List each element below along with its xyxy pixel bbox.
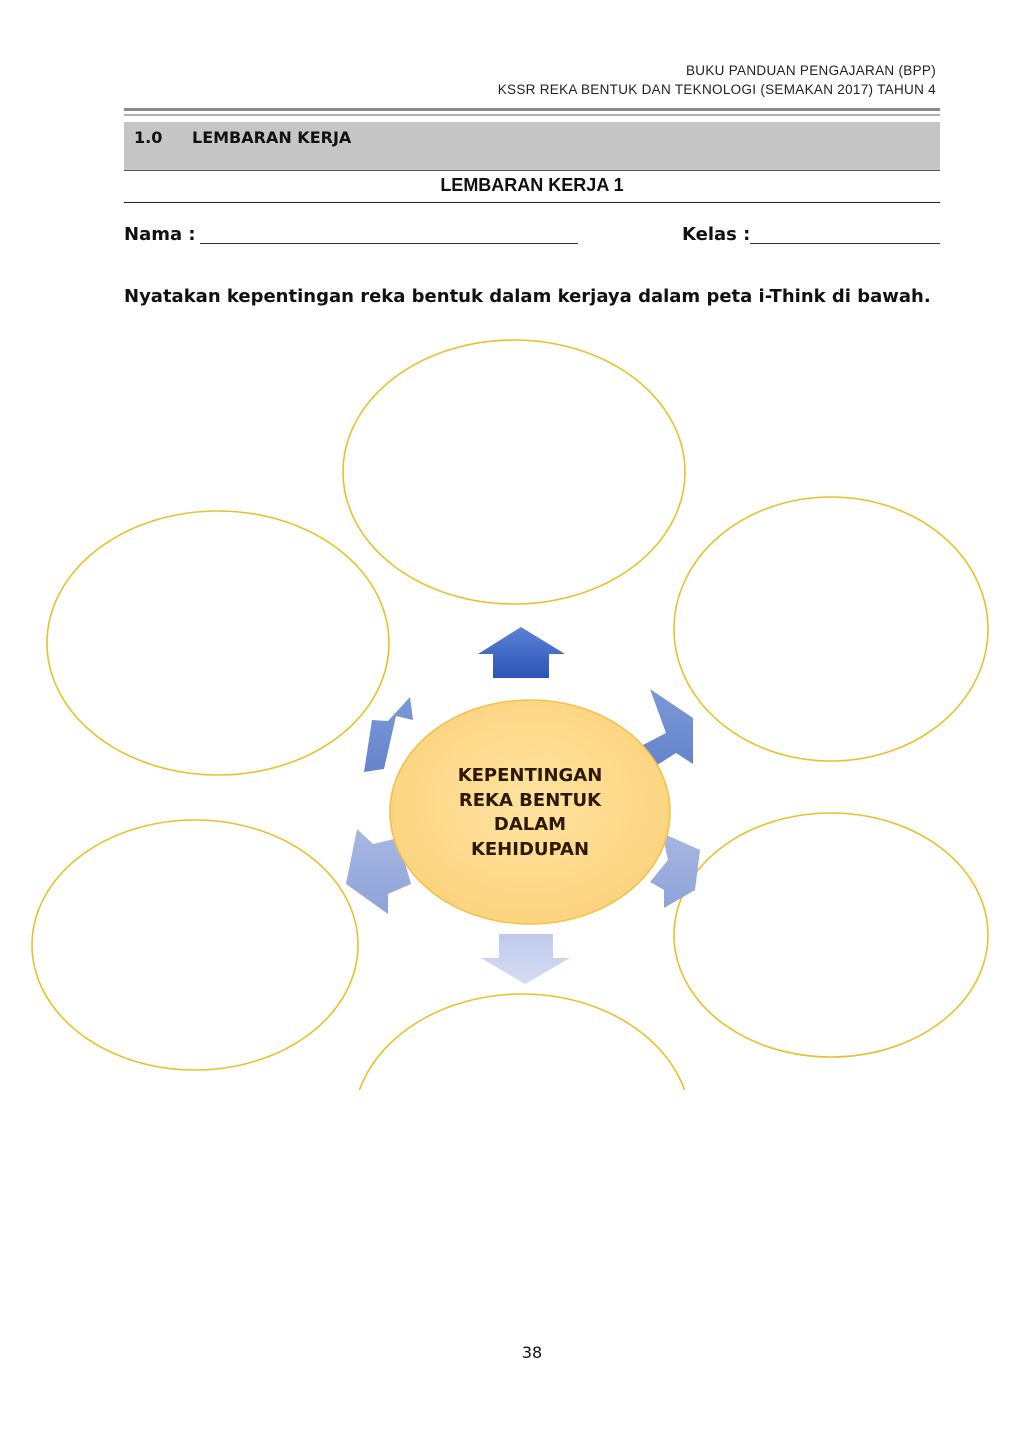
center-bubble-label (430, 764, 630, 862)
header-divider-secondary (124, 114, 940, 116)
outer-bubble-top[interactable] (343, 340, 685, 604)
worksheet-title: LEMBARAN KERJA 1 (124, 172, 940, 203)
outer-bubble-lower-left[interactable] (32, 820, 358, 1070)
arrow-up-icon (478, 627, 565, 678)
class-label: Kelas : (682, 224, 751, 245)
outer-bubble-bottom[interactable] (353, 994, 691, 1090)
bubble-map (0, 330, 1024, 1090)
section-title: LEMBARAN KERJA (192, 128, 352, 147)
center-line-4: KEHIDUPAN (470, 838, 590, 860)
document-header-line-2: KSSR REKA BENTUK DAN TEKNOLOGI (SEMAKAN 2017) TAHUN 4 (497, 82, 936, 97)
name-label: Nama : (124, 224, 196, 245)
arrow-down-icon (481, 934, 570, 984)
outer-bubble-upper-right[interactable] (674, 497, 988, 761)
outer-bubble-upper-left[interactable] (47, 511, 389, 775)
outer-bubble-lower-right[interactable] (674, 813, 988, 1057)
class-blank-line[interactable] (750, 243, 940, 244)
center-line-3: DALAM (493, 814, 567, 835)
section-number: 1.0 (134, 128, 163, 147)
center-line-1: KEPENTINGAN (457, 765, 603, 786)
header-divider (124, 108, 940, 111)
section-heading-bar (124, 122, 940, 171)
document-header-line-1: BUKU PANDUAN PENGAJARAN (BPP) (686, 63, 936, 78)
center-line-2: REKA BENTUK (458, 789, 602, 811)
instruction-text: Nyatakan kepentingan reka bentuk dalam kerjaya dalam peta i-Think di bawah. (124, 286, 931, 307)
name-blank-line[interactable] (200, 243, 578, 244)
page-number: 38 (521, 1343, 543, 1362)
